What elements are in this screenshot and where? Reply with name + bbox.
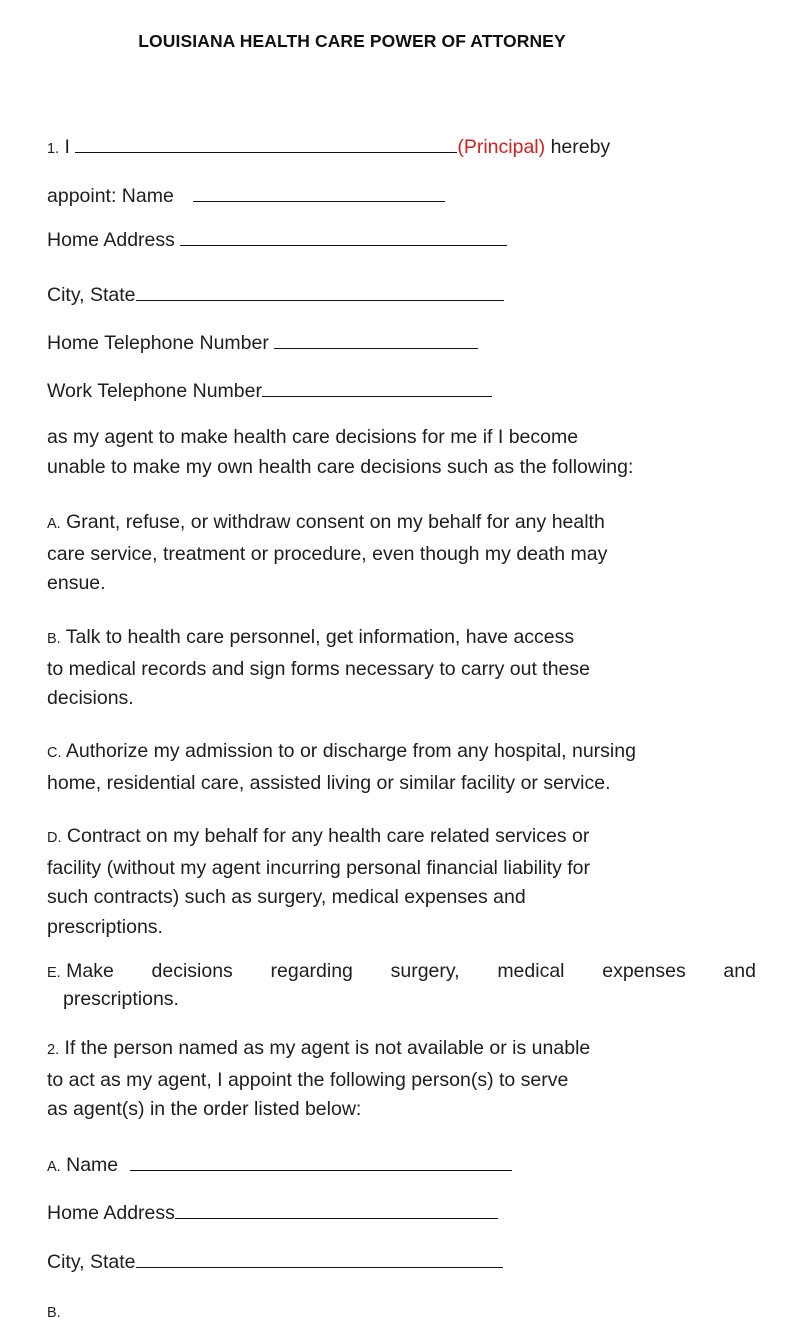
power-d-line: prescriptions. — [47, 916, 163, 939]
alternate-home-address-label: Home Address — [47, 1202, 175, 1224]
agent-intro-paragraph — [47, 423, 633, 482]
section-2-line: If the person named as my agent is not available or is unable — [64, 1037, 591, 1059]
agent-work-phone-blank[interactable] — [262, 374, 492, 397]
alternate-a-home-address-blank[interactable] — [175, 1196, 498, 1219]
power-d-paragraph — [47, 822, 590, 943]
city-state-label: City, State — [47, 284, 136, 306]
alternate-a-city-state-line — [47, 1245, 503, 1277]
agent-home-address-blank[interactable] — [180, 223, 507, 246]
alternate-b-line — [47, 1296, 61, 1328]
power-c-line: Authorize my admission to or discharge from any hospital, nursing — [65, 740, 636, 762]
alternate-b-marker: B. — [47, 1305, 61, 1321]
hereby-text: hereby — [550, 136, 611, 158]
alternate-a-city-state-blank[interactable] — [136, 1245, 503, 1268]
power-a-line: Grant, refuse, or withdraw consent on my behalf for any health — [66, 511, 605, 533]
section-2-paragraph — [47, 1034, 590, 1125]
power-a-marker: A. — [47, 516, 61, 532]
alternate-name-label: Name — [66, 1154, 119, 1176]
power-b-line: Talk to health care personnel, get information, have access — [65, 626, 575, 648]
power-e-word: decisions — [151, 960, 233, 982]
alternate-a-home-address-line — [47, 1196, 498, 1228]
power-e-paragraph — [47, 958, 756, 1012]
agent-name-blank[interactable] — [193, 179, 445, 202]
power-b-line: to medical records and sign forms necessary to carry out these — [47, 657, 590, 680]
principal-lead: I — [64, 136, 70, 158]
home-phone-label: Home Telephone Number — [47, 332, 269, 354]
agent-intro-line: unable to make my own health care decisions such as the following: — [47, 455, 634, 478]
home-address-label: Home Address — [47, 229, 175, 251]
power-c-paragraph — [47, 737, 636, 798]
power-e-word: medical — [497, 960, 565, 982]
agent-home-phone-blank[interactable] — [274, 326, 478, 349]
alternate-a-name-blank[interactable] — [130, 1148, 512, 1171]
power-e-word: and — [723, 960, 756, 982]
power-d-marker: D. — [47, 830, 62, 846]
section-2-number: 2. — [47, 1042, 60, 1058]
power-e-line-1 — [47, 958, 756, 986]
power-d-line: such contracts) such as surgery, medical expenses and — [47, 886, 526, 909]
power-e-word: regarding — [270, 960, 353, 982]
power-c-line: home, residential care, assisted living or similar facility or service. — [47, 771, 611, 794]
power-d-line: facility (without my agent incurring personal financial liability for — [47, 856, 590, 879]
agent-city-state-blank[interactable] — [136, 278, 504, 301]
power-a-line: ensue. — [47, 572, 106, 595]
principal-name-blank[interactable] — [75, 130, 457, 153]
section-1-number: 1. — [47, 141, 60, 157]
principal-label: (Principal) — [457, 136, 546, 158]
agent-name-line — [47, 179, 445, 211]
appoint-name-label: appoint: Name — [47, 185, 174, 207]
power-d-line: Contract on my behalf for any health care related services or — [66, 825, 590, 847]
alternate-city-state-label: City, State — [47, 1251, 136, 1273]
agent-home-address-line — [47, 223, 507, 255]
work-phone-label: Work Telephone Number — [47, 380, 262, 402]
power-e-word: expenses — [602, 960, 686, 982]
power-b-marker: B. — [47, 631, 61, 647]
agent-home-phone-line — [47, 326, 478, 358]
agent-work-phone-line — [47, 374, 492, 406]
power-e-line-2: prescriptions. — [63, 988, 179, 1010]
agent-intro-line: as my agent to make health care decisions for me if I become — [47, 426, 579, 448]
alternate-a-name-line — [47, 1148, 512, 1182]
power-b-line: decisions. — [47, 687, 134, 710]
principal-line — [47, 130, 610, 164]
power-e-marker: E. — [47, 965, 61, 981]
power-a-paragraph — [47, 508, 607, 599]
power-b-paragraph — [47, 623, 590, 714]
power-e-word: surgery, — [390, 960, 460, 982]
section-2-line: as agent(s) in the order listed below: — [47, 1098, 362, 1121]
power-c-marker: C. — [47, 745, 62, 761]
power-a-line: care service, treatment or procedure, even though my death may — [47, 542, 608, 565]
alternate-a-marker: A. — [47, 1159, 61, 1175]
section-2-line: to act as my agent, I appoint the following person(s) to serve — [47, 1068, 569, 1091]
document-title: LOUISIANA HEALTH CARE POWER OF ATTORNEY — [138, 31, 566, 51]
agent-city-state-line — [47, 278, 504, 310]
power-e-word: Make — [66, 960, 114, 982]
